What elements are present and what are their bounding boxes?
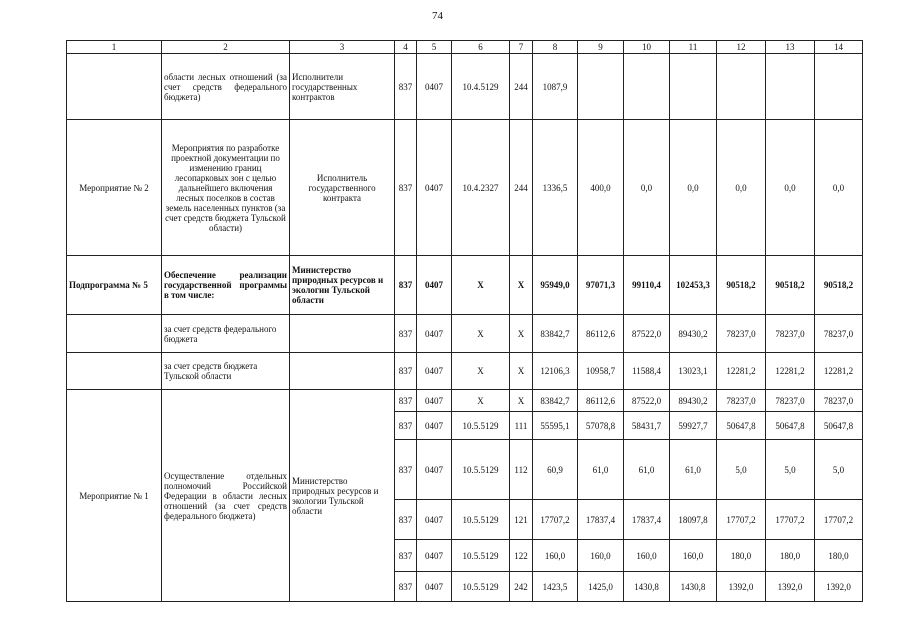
cell-expense-code: 242 <box>510 572 533 602</box>
cell-value: 5,0 <box>815 440 863 500</box>
column-number-row <box>67 41 863 54</box>
cell-value: 1392,0 <box>766 572 815 602</box>
cell-value: 17837,4 <box>624 500 670 540</box>
cell-value: 1425,0 <box>578 572 624 602</box>
cell-value: 1392,0 <box>717 572 766 602</box>
cell-target-code: Х <box>452 256 510 315</box>
row-label <box>67 353 162 390</box>
column-number: 1 <box>67 41 162 54</box>
column-number: 9 <box>578 41 624 54</box>
cell-value: 86112,6 <box>578 390 624 412</box>
row-description: области лесных отношений (за счет средств федерального бюджета) <box>162 54 290 120</box>
cell-expense-code: Х <box>510 390 533 412</box>
cell-expense-code: 244 <box>510 120 533 256</box>
cell-value: 160,0 <box>533 540 578 572</box>
cell-value: 87522,0 <box>624 390 670 412</box>
cell-value: 78237,0 <box>717 390 766 412</box>
cell-section-code: 0407 <box>417 120 452 256</box>
cell-value: 17707,2 <box>815 500 863 540</box>
row-label <box>67 54 162 120</box>
cell-value: 10958,7 <box>578 353 624 390</box>
table-row <box>67 315 863 353</box>
table-row <box>67 54 863 120</box>
cell-expense-code: 122 <box>510 540 533 572</box>
cell-value: 160,0 <box>624 540 670 572</box>
cell-value: 5,0 <box>717 440 766 500</box>
cell-value <box>670 54 717 120</box>
row-executor: Министерство природных ресурсов и экологии Тульской области <box>290 256 395 315</box>
cell-expense-code: Х <box>510 353 533 390</box>
cell-value: 78237,0 <box>766 390 815 412</box>
cell-ministry-code: 837 <box>395 440 417 500</box>
cell-value: 50647,8 <box>717 412 766 440</box>
cell-value: 18097,8 <box>670 500 717 540</box>
cell-value: 400,0 <box>578 120 624 256</box>
cell-value: 95949,0 <box>533 256 578 315</box>
cell-section-code: 0407 <box>417 315 452 353</box>
cell-target-code: 10.5.5129 <box>452 412 510 440</box>
cell-value: 50647,8 <box>815 412 863 440</box>
column-number: 14 <box>815 41 863 54</box>
cell-value: 11588,4 <box>624 353 670 390</box>
cell-value: 12281,2 <box>815 353 863 390</box>
cell-value: 180,0 <box>766 540 815 572</box>
cell-section-code: 0407 <box>417 572 452 602</box>
page-number: 74 <box>432 10 443 22</box>
cell-value <box>578 54 624 120</box>
cell-section-code: 0407 <box>417 540 452 572</box>
cell-value: 99110,4 <box>624 256 670 315</box>
row-description: за счет средств федерального бюджета <box>162 315 290 353</box>
cell-expense-code: Х <box>510 315 533 353</box>
cell-value: 90518,2 <box>766 256 815 315</box>
cell-section-code: 0407 <box>417 390 452 412</box>
cell-section-code: 0407 <box>417 54 452 120</box>
cell-value: 13023,1 <box>670 353 717 390</box>
cell-value: 1336,5 <box>533 120 578 256</box>
cell-ministry-code: 837 <box>395 500 417 540</box>
row-executor: Министерство природных ресурсов и экологии Тульской области <box>290 390 395 602</box>
cell-target-code: 10.5.5129 <box>452 500 510 540</box>
row-executor <box>290 353 395 390</box>
cell-value: 0,0 <box>624 120 670 256</box>
cell-value: 50647,8 <box>766 412 815 440</box>
cell-section-code: 0407 <box>417 412 452 440</box>
cell-value: 0,0 <box>717 120 766 256</box>
cell-value: 78237,0 <box>815 315 863 353</box>
row-executor: Исполнители государственных контрактов <box>290 54 395 120</box>
table-row <box>67 120 863 256</box>
row-description: Мероприятия по разработке проектной документации по изменению границ лесопарковых зон с целью дальнейшего включения лесных поселков в состав земель населенных пунктов (за счет средств бюджета Тульской области) <box>162 120 290 256</box>
cell-section-code: 0407 <box>417 256 452 315</box>
cell-value: 87522,0 <box>624 315 670 353</box>
cell-ministry-code: 837 <box>395 540 417 572</box>
table-row <box>67 390 863 412</box>
row-description: Обеспечение реализации государственной программы в том числе: <box>162 256 290 315</box>
column-number: 5 <box>417 41 452 54</box>
cell-value: 60,9 <box>533 440 578 500</box>
column-number: 3 <box>290 41 395 54</box>
cell-value: 0,0 <box>670 120 717 256</box>
cell-target-code: Х <box>452 390 510 412</box>
cell-value: 59927,7 <box>670 412 717 440</box>
cell-target-code: 10.4.5129 <box>452 54 510 120</box>
cell-value: 83842,7 <box>533 315 578 353</box>
cell-value: 5,0 <box>766 440 815 500</box>
column-number: 7 <box>510 41 533 54</box>
cell-value: 0,0 <box>815 120 863 256</box>
cell-value: 102453,3 <box>670 256 717 315</box>
cell-value: 78237,0 <box>717 315 766 353</box>
row-label: Мероприятие № 2 <box>67 120 162 256</box>
cell-value: 160,0 <box>578 540 624 572</box>
cell-value: 86112,6 <box>578 315 624 353</box>
cell-expense-code: 112 <box>510 440 533 500</box>
cell-ministry-code: 837 <box>395 120 417 256</box>
column-number: 6 <box>452 41 510 54</box>
cell-target-code: 10.5.5129 <box>452 572 510 602</box>
cell-value: 55595,1 <box>533 412 578 440</box>
cell-value: 58431,7 <box>624 412 670 440</box>
cell-value: 90518,2 <box>717 256 766 315</box>
cell-value: 17707,2 <box>717 500 766 540</box>
cell-section-code: 0407 <box>417 353 452 390</box>
cell-ministry-code: 837 <box>395 54 417 120</box>
cell-value: 89430,2 <box>670 390 717 412</box>
row-executor: Исполнитель государственного контракта <box>290 120 395 256</box>
cell-value: 61,0 <box>624 440 670 500</box>
cell-value: 17707,2 <box>766 500 815 540</box>
cell-value: 57078,8 <box>578 412 624 440</box>
cell-value: 89430,2 <box>670 315 717 353</box>
cell-value: 160,0 <box>670 540 717 572</box>
cell-expense-code: 111 <box>510 412 533 440</box>
cell-value: 78237,0 <box>815 390 863 412</box>
cell-value: 12281,2 <box>717 353 766 390</box>
column-number: 12 <box>717 41 766 54</box>
cell-ministry-code: 837 <box>395 353 417 390</box>
cell-ministry-code: 837 <box>395 256 417 315</box>
cell-ministry-code: 837 <box>395 412 417 440</box>
cell-section-code: 0407 <box>417 500 452 540</box>
cell-value: 90518,2 <box>815 256 863 315</box>
cell-value: 12281,2 <box>766 353 815 390</box>
cell-section-code: 0407 <box>417 440 452 500</box>
column-number: 8 <box>533 41 578 54</box>
cell-value: 180,0 <box>717 540 766 572</box>
cell-value <box>815 54 863 120</box>
cell-value: 61,0 <box>670 440 717 500</box>
cell-value: 1430,8 <box>624 572 670 602</box>
cell-value: 1430,8 <box>670 572 717 602</box>
cell-target-code: 10.5.5129 <box>452 440 510 500</box>
row-executor <box>290 315 395 353</box>
column-number: 4 <box>395 41 417 54</box>
cell-value: 12106,3 <box>533 353 578 390</box>
cell-value: 78237,0 <box>766 315 815 353</box>
cell-target-code: 10.5.5129 <box>452 540 510 572</box>
cell-value: 1392,0 <box>815 572 863 602</box>
cell-value <box>624 54 670 120</box>
cell-target-code: 10.4.2327 <box>452 120 510 256</box>
column-number: 11 <box>670 41 717 54</box>
cell-value <box>717 54 766 120</box>
table-row <box>67 256 863 315</box>
row-label: Мероприятие № 1 <box>67 390 162 602</box>
cell-value <box>766 54 815 120</box>
column-number: 2 <box>162 41 290 54</box>
cell-value: 180,0 <box>815 540 863 572</box>
cell-target-code: Х <box>452 353 510 390</box>
row-label: Подпрограмма № 5 <box>67 256 162 315</box>
row-description: за счет средств бюджета Тульской области <box>162 353 290 390</box>
cell-expense-code: 121 <box>510 500 533 540</box>
cell-value: 17837,4 <box>578 500 624 540</box>
cell-value: 1087,9 <box>533 54 578 120</box>
cell-expense-code: Х <box>510 256 533 315</box>
column-number: 10 <box>624 41 670 54</box>
table-row <box>67 353 863 390</box>
cell-ministry-code: 837 <box>395 315 417 353</box>
column-number: 13 <box>766 41 815 54</box>
cell-value: 61,0 <box>578 440 624 500</box>
cell-value: 83842,7 <box>533 390 578 412</box>
cell-value: 97071,3 <box>578 256 624 315</box>
row-label <box>67 315 162 353</box>
cell-target-code: Х <box>452 315 510 353</box>
cell-value: 17707,2 <box>533 500 578 540</box>
cell-value: 1423,5 <box>533 572 578 602</box>
cell-ministry-code: 837 <box>395 572 417 602</box>
budget-table <box>66 40 863 602</box>
cell-expense-code: 244 <box>510 54 533 120</box>
row-description: Осуществление отдельных полномочий Российской Федерации в области лесных отношений (за счет средств федерального бюджета) <box>162 390 290 602</box>
cell-ministry-code: 837 <box>395 390 417 412</box>
cell-value: 0,0 <box>766 120 815 256</box>
